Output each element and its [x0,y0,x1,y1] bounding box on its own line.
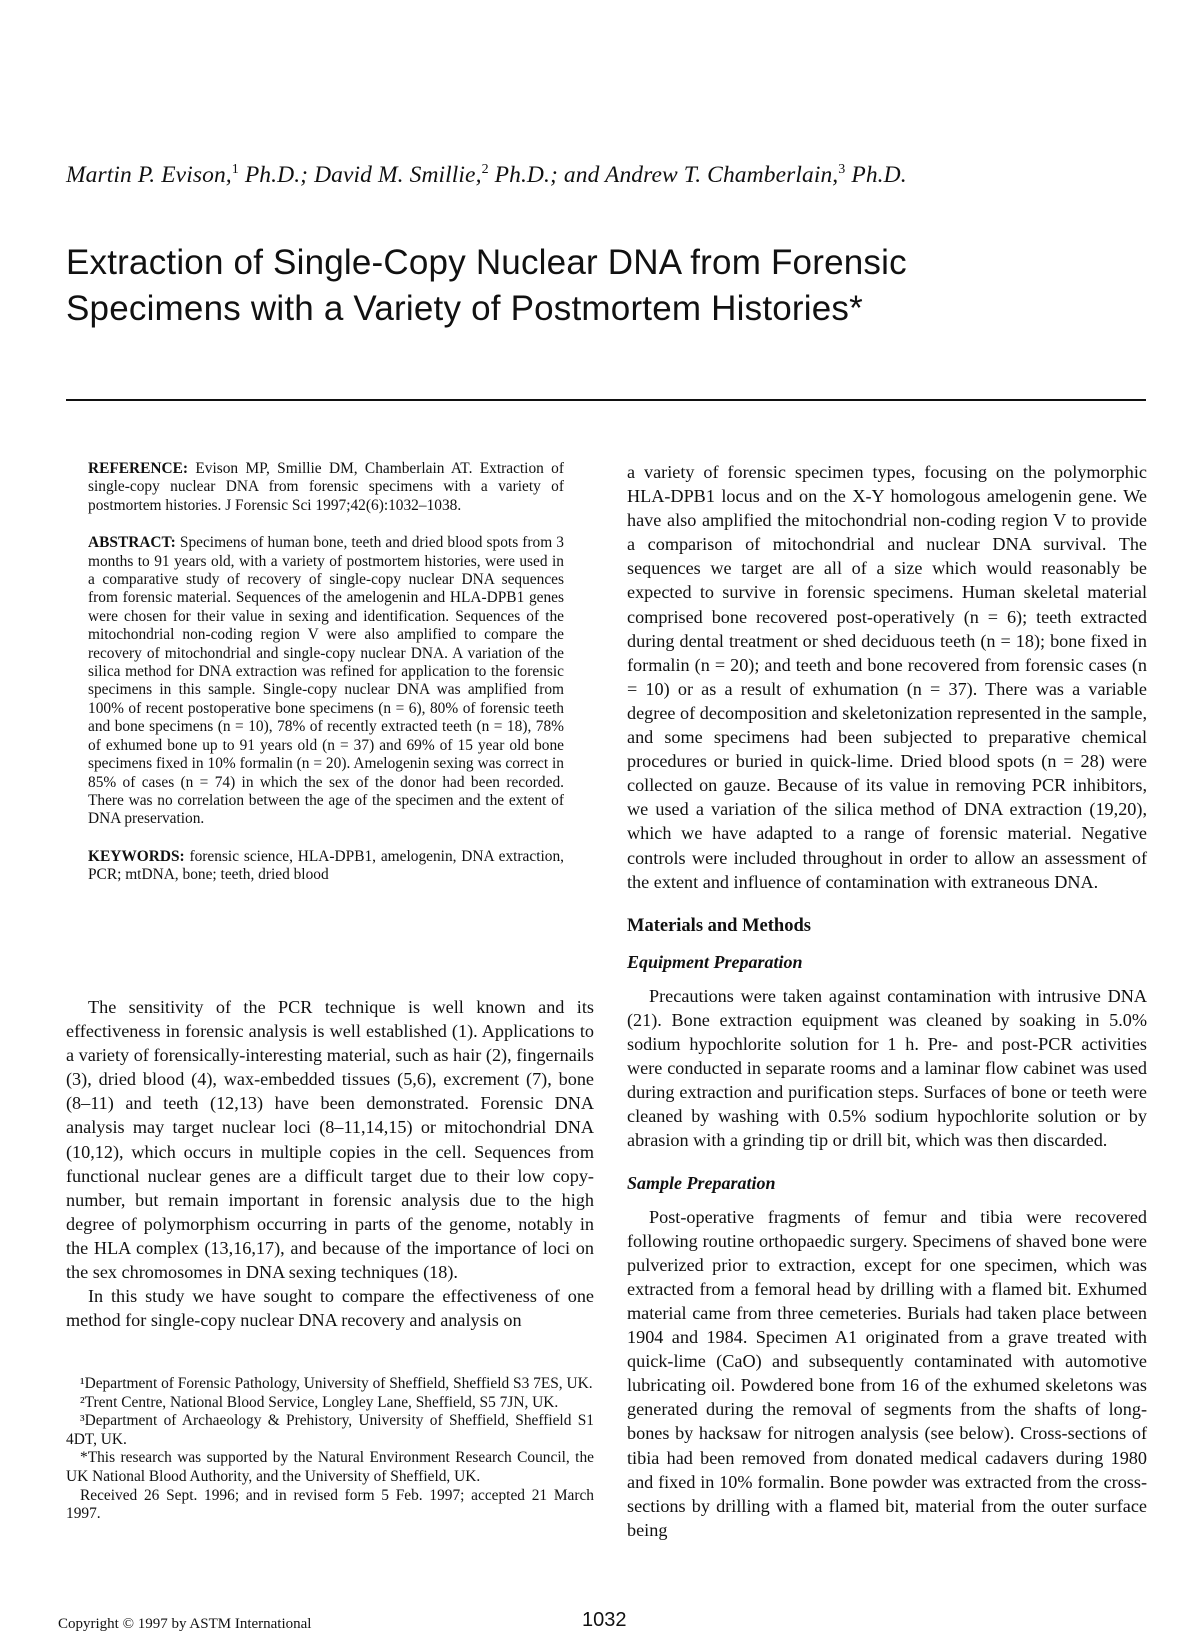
author-degree: Ph.D.; and [488,162,605,188]
abstract-label: ABSTRACT: [88,534,176,552]
left-column-header [66,460,594,904]
reference-abstract-block [88,460,564,885]
title-line: Specimens with a Variety of Postmortem Histories* [66,289,863,328]
introduction [66,995,594,1332]
abstract-paragraph [88,534,564,829]
affiliation-mark: 1 [231,162,239,177]
author-name: Andrew T. Chamberlain, [604,162,839,188]
intro-continued: a variety of forensic specimen types, focusing on the polymorphic HLA-DPB1 locus and on the X-Y homologous amelogenin gene. We have also amplified the mitochondrial non-coding region V to provide a comparison of mitochondrial and nuclear DNA survival. The sequences we target are all of a size which would reasonably be expected to survive in forensic specimens. Human skeletal material comprised bone recovered post-operatively (n = 6); teeth extracted during dental treatment or shed deciduous teeth (n = 18); bone fixed in formalin (n = 20); and teeth and bone recovered from forensic cases (n = 10) or as a result of exhumation (n = 37). There was a variable degree of decomposition and skeletonization represented in the sample, and some specimens had been subjected to preparative chemical procedures or buried in quick-lime. Dried blood spots (n = 28) were collected on gauze. Because of its value in removing PCR inhibitors, we used a variation of the silica method of DNA extraction (19,20), which we have adapted to a range of forensic material. Negative controls were included throughout in order to allow an assessment of the extent and influence of contamination with extraneous DNA. [627,462,1147,892]
intro-paragraph: In this study we have sought to compare the effectiveness of one method for single-copy nuclear DNA recovery and analysis on [66,1286,594,1331]
author-degree: Ph.D. [845,162,907,188]
author-name: Martin P. Evison, [66,162,232,188]
footnotes [66,1375,594,1524]
paper-title [66,240,1146,332]
title-divider [66,399,1146,401]
copyright-notice: Copyright © 1997 by ASTM International [58,1616,312,1632]
title-line: Extraction of Single-Copy Nuclear DNA from Forensic [66,243,907,282]
footnote: Received 26 Sept. 1996; and in revised form 5 Feb. 1997; accepted 21 March 1997. [66,1486,594,1523]
right-column [627,460,1147,1542]
keywords-label: KEYWORDS: [88,847,185,865]
page-number: 1032 [582,1609,627,1631]
intro-paragraph: The sensitivity of the PCR technique is well known and its effectiveness in forensic analysis is well established (1). Applications to a variety of forensically-interesting material, such as hair (2), fingernails (3), dried blood (4), wax-embedded tissues (5,6), excrement (7), bone (8–11) and teeth (12,13) have been demonstrated. Forensic DNA analysis may target nuclear loci (8–11,14,15) or mitochondrial DNA (10,12), which occurs in multiple copies in the cell. Sequences from functional nuclear genes are a difficult target due to their low copy-number, but remain important in forensic analysis due to the high degree of polymorphism occurring in parts of the genome, notably in the HLA complex (13,16,17), and because of the importance of loci on the sex chromosomes in DNA sexing techniques (18). [66,997,594,1283]
abstract-text: Specimens of human bone, teeth and dried blood spots from 3 months to 91 years old, with a variety of postmortem histories, were used in a comparative study of recovery of single-copy nuclear DNA sequences from forensic material. Sequences of the amelogenin and HLA-DPB1 genes were chosen for their value in sexing and identification. Sequences of the mitochondrial non-coding region V were also amplified to compare the recovery of mitochondrial and single-copy nuclear DNA. A variation of the silica method for DNA extraction was refined for application to the forensic specimens in this sample. Single-copy nuclear DNA was amplified from 100% of recent postoperative bone specimens (n = 6), 80% of forensic teeth and bone specimens (n = 10), 78% of recently extracted teeth (n = 18), 78% of exhumed bone up to 91 years old (n = 37) and 69% of 15 year old bone specimens fixed in 10% formalin (n = 20). Amelogenin sexing was correct in 85% of cases (n = 74) in which the sex of the donor had been recorded. There was no correlation between the age of the specimen and the extent of DNA preservation. [88,534,564,828]
subsection-heading: Equipment Preparation [627,951,803,972]
keywords-text: forensic science, HLA-DPB1, amelogenin, DNA extraction, PCR; mtDNA, bone; teeth, dried blood [88,847,564,884]
sample-paragraph: Post-operative fragments of femur and tibia were recovered following routine orthopaedic surgery. Specimens of shaved bone were pulverized prior to extraction, except for one specimen, which was extracted from a femoral head by drilling with a flamed bit. Exhumed material came from three cemeteries. Burials had taken place between 1904 and 1984. Specimen A1 originated from a grave treated with quick-lime (CaO) and subsequently contaminated with automotive lubricating oil. Powdered bone from 16 of the exhumed skeletons was generated during the removal of segments from the shafts of long-bones by hacksaw for nitrogen analysis (see below). Cross-sections of tibia had been removed from donated medical cadavers during 1980 and fixed in 10% formalin. Bone powder was extracted from the cross-sections by drilling with a flamed bit, material from the outer surface being [627,1206,1147,1540]
keywords-paragraph [88,848,564,885]
section-heading: Materials and Methods [627,915,811,936]
footnote: ²Trent Centre, National Blood Service, Longley Lane, Sheffield, S5 7JN, UK. [80,1393,559,1411]
reference-label: REFERENCE: [88,460,189,477]
subsection-heading: Sample Preparation [627,1172,776,1193]
author-degree: Ph.D.; [238,162,315,188]
footnote: ³Department of Archaeology & Prehistory, University of Sheffield, Sheffield S1 4DT, UK. [66,1412,594,1448]
reference-text: Evison MP, Smillie DM, Chamberlain AT. Extraction of single-copy nuclear DNA from forensic specimens with a variety of postmortem histories. J Forensic Sci 1997;42(6):1032–1038. [88,460,564,514]
equipment-paragraph: Precautions were taken against contamination with intrusive DNA (21). Bone extraction equipment was cleaned by soaking in 5.0% sodium hypochlorite solution for 1 h. Pre- and post-PCR activities were conducted in separate rooms and a laminar flow cabinet was used during extraction and purification steps. Surfaces of bone or teeth were cleaned by washing with 0.5% sodium hypochlorite solution or by abrasion with a grinding tip or drill bit, which was then discarded. [627,985,1147,1151]
author-line [66,162,1146,189]
footnote: *This research was supported by the Natural Environment Research Council, the UK National Blood Authority, and the University of Sheffield, UK. [66,1449,594,1485]
affiliation-mark: 2 [481,162,489,177]
affiliation-mark: 3 [838,162,846,177]
author-name: David M. Smillie, [314,162,482,188]
footnote: ¹Department of Forensic Pathology, University of Sheffield, Sheffield S3 7ES, UK. [80,1375,593,1392]
reference-paragraph [88,460,564,515]
